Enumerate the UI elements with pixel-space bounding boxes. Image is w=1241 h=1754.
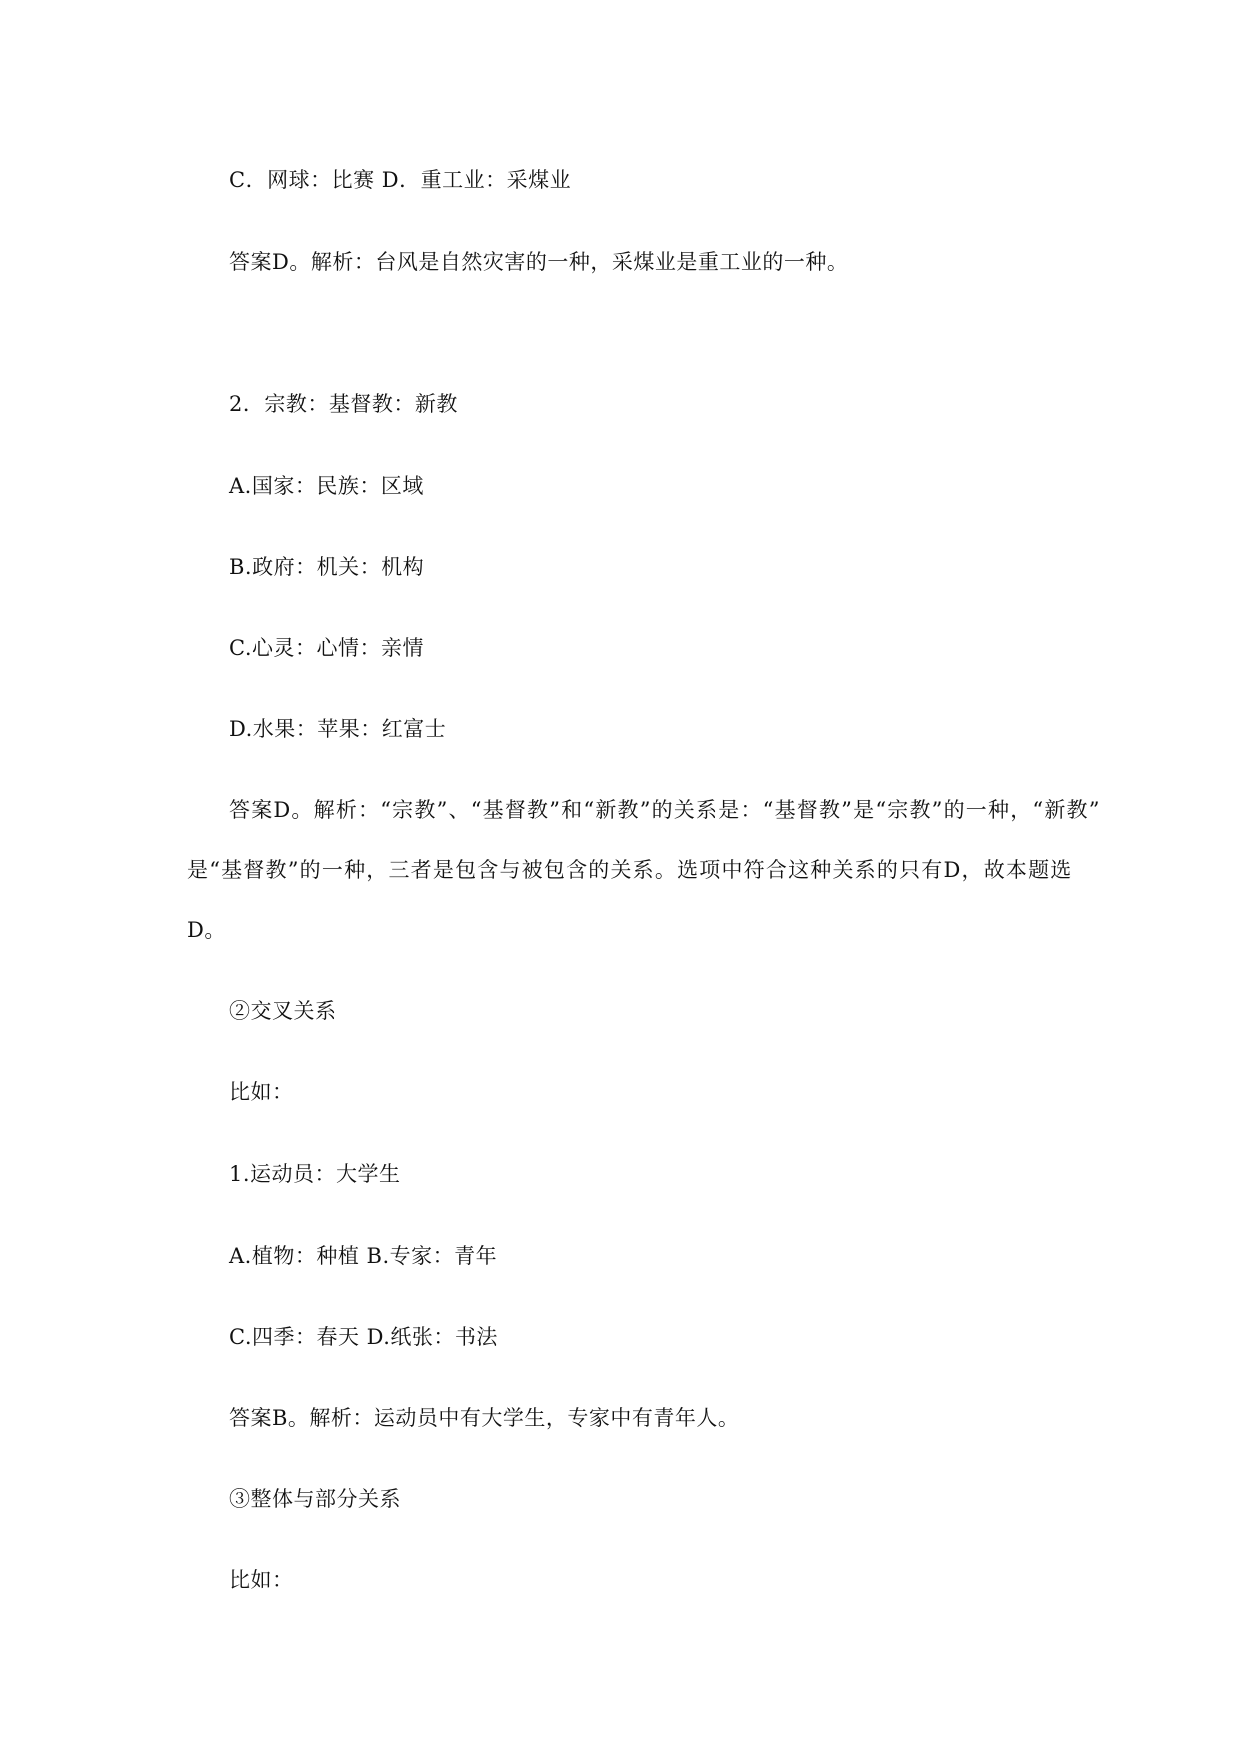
example-label-1: 比如：: [229, 1080, 294, 1104]
answer-explanation-3: 答案B。解析：运动员中有大学生，专家中有青年人。: [229, 1406, 740, 1430]
option-a: A.国家：民族：区域: [229, 474, 424, 498]
example-label-2: 比如：: [229, 1568, 294, 1592]
options-c-d: C.四季：春天 D.纸张：书法: [229, 1325, 498, 1349]
section-heading-intersection: ②交叉关系: [229, 999, 337, 1023]
option-b: B.政府：机关：机构: [229, 555, 425, 579]
answer-explanation-2-line-3: D。: [187, 918, 226, 942]
option-d: D.水果：苹果：红富士: [229, 717, 447, 741]
option-c-d-line: C．网球：比赛 D．重工业：采煤业: [229, 168, 572, 192]
section-heading-whole-part: ③整体与部分关系: [229, 1487, 401, 1511]
answer-explanation-2-line-2: 是“基督教”的一种，三者是包含与被包含的关系。选项中符合这种关系的只有D，故本题选: [187, 858, 1073, 882]
answer-explanation-2-line-1: 答案D。解析：“宗教”、“基督教”和“新教”的关系是：“基督教”是“宗教”的一种，“新教”: [229, 798, 1101, 822]
option-c: C.心灵：心情：亲情: [229, 636, 424, 660]
question-1-stem: 1.运动员：大学生: [229, 1162, 401, 1186]
answer-explanation-1: 答案D。解析：台风是自然灾害的一种，采煤业是重工业的一种。: [229, 250, 849, 274]
options-a-b: A.植物：种植 B.专家：青年: [229, 1244, 498, 1268]
question-2-stem: 2．宗教：基督教：新教: [229, 392, 458, 416]
